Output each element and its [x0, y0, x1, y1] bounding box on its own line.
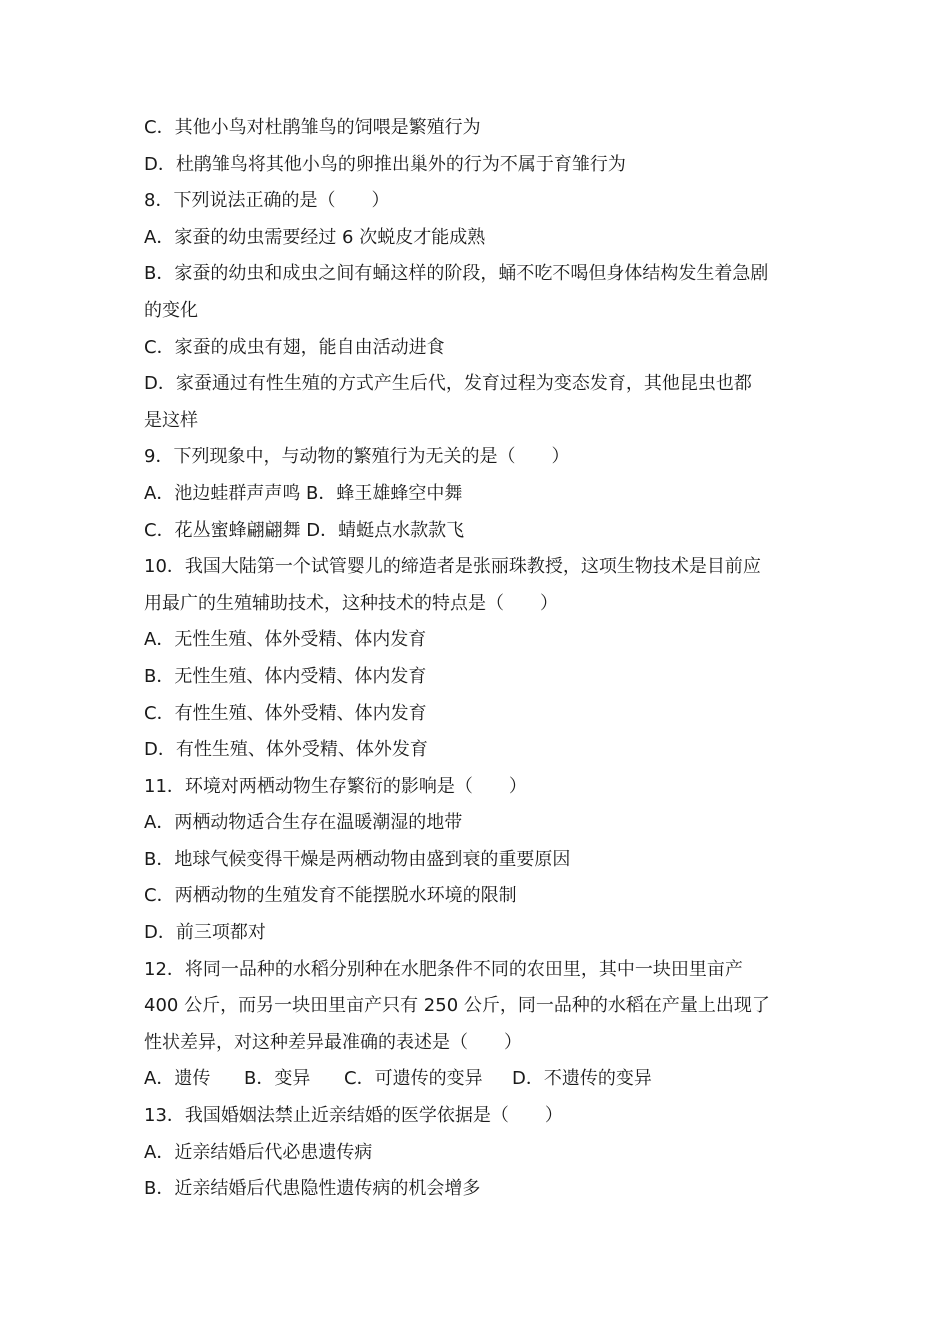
- q8-option-d-continued: 是这样: [144, 409, 198, 431]
- q12-stem-continued-1: 400 公斤，而另一块田里亩产只有 250 公斤，同一品种的水稻在产量上出现了: [144, 995, 770, 1017]
- q12-stem-continued-2: 性状差异，对这种差异最准确的表述是（ ）: [144, 1031, 522, 1053]
- q11-stem: 11．环境对两栖动物生存繁衍的影响是（ ）: [144, 775, 527, 797]
- q8-stem: 8．下列说法正确的是（ ）: [144, 190, 390, 212]
- q9-options-cd: C．花丛蜜蜂翩翩舞 D．蜻蜓点水款款飞: [144, 519, 465, 541]
- q8-option-c: C．家蚕的成虫有翅，能自由活动进食: [144, 336, 445, 358]
- q10-option-a: A．无性生殖、体外受精、体内发育: [144, 629, 427, 651]
- q10-option-b: B．无性生殖、体内受精、体内发育: [144, 665, 427, 687]
- q7-option-c: C．其他小鸟对杜鹃雏鸟的饲喂是繁殖行为: [144, 117, 481, 138]
- q8-option-a: A．家蚕的幼虫需要经过 6 次蜕皮才能成熟: [144, 226, 486, 248]
- q13-option-b: B．近亲结婚后代患隐性遗传病的机会增多: [144, 1178, 481, 1200]
- q11-option-b: B．地球气候变得干燥是两栖动物由盛到衰的重要原因: [144, 848, 571, 870]
- q13-option-a: A．近亲结婚后代必患遗传病: [144, 1141, 373, 1163]
- q12-stem: 12．将同一品种的水稻分别种在水肥条件不同的农田里，其中一块田里亩产: [144, 958, 743, 980]
- q11-option-c: C．两栖动物的生殖发育不能摆脱水环境的限制: [144, 885, 517, 907]
- q9-options-ab: A．池边蛙群声声鸣 B．蜂王雄蜂空中舞: [144, 482, 463, 504]
- q11-option-a: A．两栖动物适合生存在温暖潮湿的地带: [144, 812, 463, 834]
- exam-text: [144, 110, 816, 1208]
- q13-stem: 13．我国婚姻法禁止近亲结婚的医学依据是（ ）: [144, 1105, 563, 1127]
- q7-option-d: D．杜鹃雏鸟将其他小鸟的卵推出巢外的行为不属于育雏行为: [144, 153, 626, 175]
- q9-stem: 9．下列现象中，与动物的繁殖行为无关的是（ ）: [144, 446, 570, 468]
- q12-option-a: A．遗传: [144, 1068, 211, 1090]
- q12-option-b: B．变异: [244, 1068, 311, 1090]
- q10-option-c: C．有性生殖、体外受精、体内发育: [144, 702, 427, 724]
- q8-option-b: B．家蚕的幼虫和成虫之间有蛹这样的阶段，蛹不吃不喝但身体结构发生着急剧: [144, 263, 769, 285]
- q8-option-d: D．家蚕通过有性生殖的方式产生后代，发育过程为变态发育，其他昆虫也都: [144, 373, 752, 395]
- q12-options: [144, 1061, 816, 1098]
- q11-option-d: D．前三项都对: [144, 922, 266, 944]
- q10-option-d: D．有性生殖、体外受精、体外发育: [144, 739, 428, 761]
- q12-option-c: C．可遗传的变异: [344, 1068, 483, 1090]
- q10-stem-continued: 用最广的生殖辅助技术，这种技术的特点是（ ）: [144, 592, 558, 614]
- q8-option-b-continued: 的变化: [144, 299, 198, 321]
- q12-option-d: D．不遗传的变异: [512, 1068, 652, 1090]
- q10-stem: 10．我国大陆第一个试管婴儿的缔造者是张丽珠教授，这项生物技术是目前应: [144, 556, 761, 578]
